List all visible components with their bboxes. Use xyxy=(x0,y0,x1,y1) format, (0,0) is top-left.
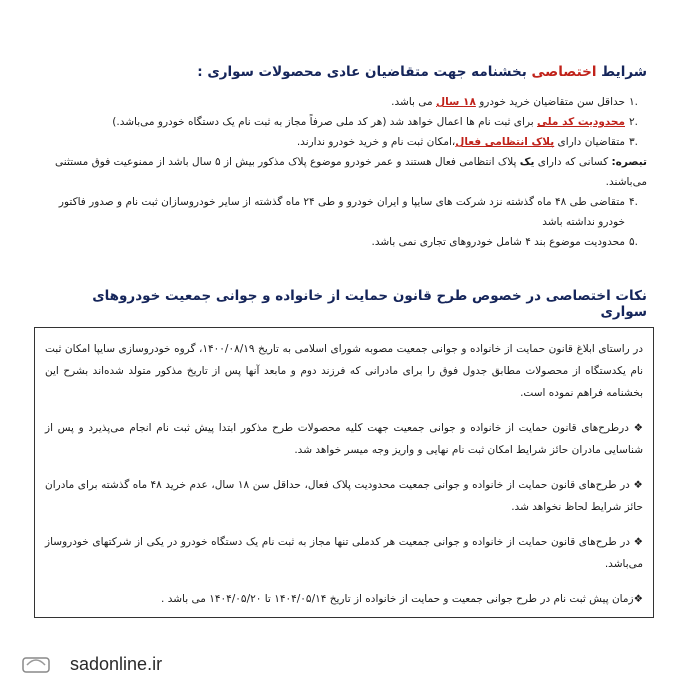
list-item-number: .۲ xyxy=(629,116,638,128)
note-text: کسانی که دارای xyxy=(534,156,612,168)
title-text-highlight: اختصاصی xyxy=(531,64,597,80)
list-item-text: برای ثبت نام ها اعمال خواهد شد (هر کد ملی صرفاً مجاز به ثبت نام یک دستگاه خودرو می‌باشد.) xyxy=(112,116,537,128)
conditions-list xyxy=(47,92,647,252)
list-item-number: .۴ xyxy=(629,196,638,208)
list-item-text: ،امکان ثبت نام و خرید خودرو ندارند. xyxy=(296,136,456,148)
box-paragraph: ❖ در طرح‌های قانون حمایت از خانواده و جوانی جمعیت هر کدملی تنها مجاز به ثبت نام یک دستگاه خودرو در یکی از شرکتهای خودروساز می‌باشد. xyxy=(45,536,643,570)
list-item xyxy=(47,112,647,132)
title-text-start: شرایط xyxy=(596,64,647,80)
list-item-text: متقاضی طی ۴۸ ماه گذشته نزد شرکت های سایپا و ایران خودرو و طی ۲۴ ماه گذشته از سایر خودروسازان ثبت نام و صدور فاکتور خودرو نداشته باشد xyxy=(58,196,625,228)
section-title-family-law: نکات اختصاصی در خصوص طرح قانون حمایت از خانواده و جوانی جمعیت خودروهای سواری xyxy=(92,288,647,320)
list-item-number: .۵ xyxy=(629,236,638,248)
title-text-end: بخشنامه جهت متقاضیان عادی محصولات سواری : xyxy=(197,64,532,80)
note-label: تبصره: xyxy=(611,156,647,168)
site-watermark[interactable]: sadonline.ir xyxy=(70,654,163,674)
list-item-highlight: ۱۸ سال xyxy=(436,96,476,108)
site-logo-icon xyxy=(20,650,52,678)
list-item-text: متقاضیان دارای xyxy=(554,136,625,148)
list-item xyxy=(47,132,647,152)
note-text: پلاک انتظامی فعال هستند و عمر خودرو موضوع پلاک مذکور بیش از ۵ سال باشد از ممنوعیت فوق مستثنی می‌باشند. xyxy=(55,156,647,188)
note-bold-word: یک xyxy=(519,156,535,168)
list-item-text: محدودیت موضوع بند ۴ شامل خودروهای تجاری نمی باشد. xyxy=(371,236,625,248)
list-item xyxy=(47,92,647,112)
list-item-number: .۳ xyxy=(629,136,638,148)
list-item-number: .۱ xyxy=(629,96,638,108)
box-paragraph: ❖ درطرح‌های قانون حمایت از خانواده و جوانی جمعیت جهت کلیه محصولات طرح مذکور ابتدا پیش ثبت نام انجام می‌پذیرد و پس از شناسایی مادران حائز شرایط امکان ثبت نام نهایی و واریز وجه میسر خواهد شد. xyxy=(45,422,643,456)
list-item xyxy=(47,192,647,232)
list-item-highlight: محدودیت کد ملی xyxy=(537,116,625,128)
note-paragraph xyxy=(47,152,647,192)
list-item-text: حداقل سن متقاضیان خرید خودرو xyxy=(475,96,625,108)
family-law-notes-box xyxy=(34,327,654,618)
box-paragraph: ❖زمان پیش ثبت نام در طرح جوانی جمعیت و حمایت از خانواده از تاریخ ۱۴۰۴/۰۵/۱۴ تا ۱۴۰۴/۰۵/۲۰ می باشد . xyxy=(161,593,643,605)
section-title-general-conditions xyxy=(87,64,647,80)
box-paragraph: در راستای ابلاغ قانون حمایت از خانواده و جوانی جمعیت مصوبه شورای اسلامی به تاریخ ۱۴۰۰/۰۸/۱۹، گروه خودروسازی سایپا امکان ثبت نام یکدستگاه از محصولات مطابق جدول فوق را برای مادرانی که فرزند دوم و مابعد آنها پس از تاریخ مذکور متولد شده‌اند بشرح این بخشنامه فراهم نموده است. xyxy=(45,343,643,399)
list-item xyxy=(47,232,647,252)
list-item-highlight: پلاک انتظامی فعال xyxy=(455,136,555,148)
box-paragraph: ❖ در طرح‌های قانون حمایت از خانواده و جوانی جمعیت محدودیت پلاک فعال، حداقل سن ۱۸ سال، عدم خرید ۴۸ ماه گذشته برای مادران حائز شرایط لحاظ نخواهد شد. xyxy=(45,479,643,513)
list-item-text: می باشد. xyxy=(391,96,436,108)
